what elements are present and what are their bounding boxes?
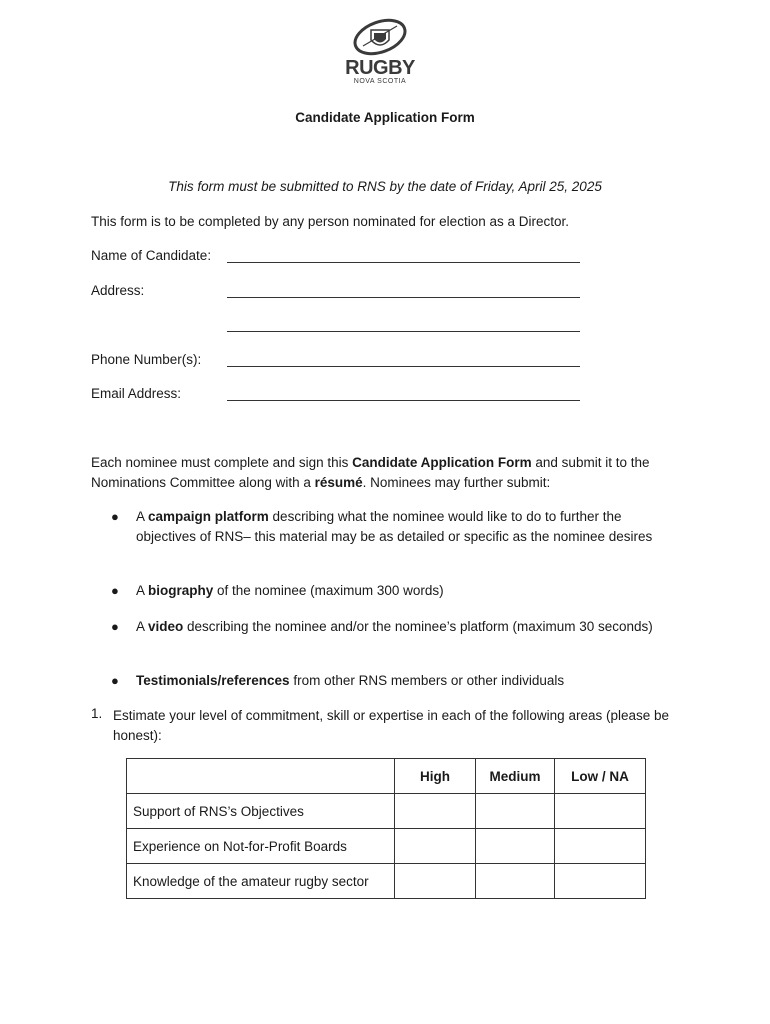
rating-cell-medium[interactable] — [476, 864, 555, 899]
rating-cell-medium[interactable] — [476, 794, 555, 829]
bullet-icon: ● — [111, 619, 119, 634]
table-row — [127, 794, 646, 829]
list-item-biography: A biography of the nominee (maximum 300 words) — [136, 583, 444, 598]
rugby-nova-scotia-logo — [340, 16, 420, 90]
list-item-campaign-platform: A campaign platform describing what the nominee would like to do to further the objectives of RNS– this material may be as detailed or specific as the nominee desires — [136, 509, 653, 544]
table-header-row — [127, 759, 646, 794]
page-title: Candidate Application Form — [295, 110, 475, 125]
list-item-testimonials: Testimonials/references from other RNS members or other individuals — [136, 673, 565, 688]
row-label: Support of RNS’s Objectives — [127, 794, 395, 829]
question-number: 1. — [91, 706, 103, 721]
email-label: Email Address: — [91, 386, 182, 401]
phone-label: Phone Number(s): — [91, 352, 202, 367]
phone-field[interactable] — [227, 366, 580, 367]
name-field[interactable] — [227, 262, 580, 263]
email-field[interactable] — [227, 400, 580, 401]
self-assessment-table — [126, 758, 646, 899]
address-label: Address: — [91, 283, 145, 298]
rugby-ball-crest-icon — [351, 16, 409, 58]
intro-text: This form is to be completed by any person nominated for election as a Director. — [91, 214, 569, 229]
table-row — [127, 829, 646, 864]
bullet-icon: ● — [111, 509, 119, 524]
logo-wordmark: RUGBY — [345, 57, 415, 79]
row-label: Experience on Not-for-Profit Boards — [127, 829, 395, 864]
rating-cell-high[interactable] — [395, 829, 476, 864]
rating-cell-low[interactable] — [555, 794, 646, 829]
rating-cell-high[interactable] — [395, 864, 476, 899]
table-header-high: High — [395, 759, 476, 794]
rating-cell-medium[interactable] — [476, 829, 555, 864]
table-header-low: Low / NA — [555, 759, 646, 794]
rating-cell-high[interactable] — [395, 794, 476, 829]
rating-cell-low[interactable] — [555, 829, 646, 864]
bullet-icon: ● — [111, 583, 119, 598]
name-label: Name of Candidate: — [91, 248, 212, 263]
question-text: Estimate your level of commitment, skill or expertise in each of the following areas (please be honest): — [113, 708, 670, 743]
row-label: Knowledge of the amateur rugby sector — [127, 864, 395, 899]
logo-subtitle: NOVA SCOTIA — [353, 78, 407, 85]
instructions-paragraph: Each nominee must complete and sign this Candidate Application Form and submit it to the Nominations Committee along with a résumé. Nominees may further submit: — [91, 455, 650, 490]
address-field-line-1[interactable] — [227, 297, 580, 298]
bullet-icon: ● — [111, 673, 119, 688]
deadline-notice: This form must be submitted to RNS by the date of Friday, April 25, 2025 — [168, 179, 602, 194]
table-header-blank — [127, 759, 395, 794]
list-item-video: A video describing the nominee and/or the nominee’s platform (maximum 30 seconds) — [136, 619, 653, 634]
address-field-line-2[interactable] — [227, 331, 580, 332]
table-row — [127, 864, 646, 899]
rating-cell-low[interactable] — [555, 864, 646, 899]
table-header-medium: Medium — [476, 759, 555, 794]
